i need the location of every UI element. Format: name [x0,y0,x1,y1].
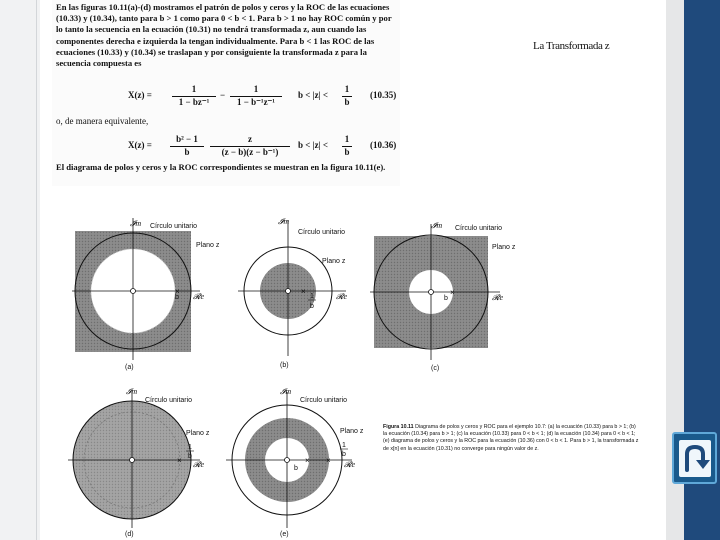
panel-c-plane-label: Plano z [492,244,516,251]
panel-d-zero-marker [130,458,135,463]
eq1-roc-num: 1 [344,84,350,94]
eq2-frac2-den: (z − b)(z − b⁻¹) [221,147,279,157]
paragraph-figure-ref: El diagrama de polos y ceros y la ROC correspondientes se muestran en la figura 10.11(e). [56,162,386,172]
panel-a-pole-x: × [175,287,180,296]
panel-d-one-label: 1 [188,444,192,451]
slide-title: La Transformada z [533,40,610,52]
panel-b-one-label: 1 [310,293,314,300]
eq2-frac1-den: b [184,147,190,157]
panel-b-letter: (b) [280,362,289,369]
return-button[interactable] [672,432,717,484]
panel-d-letter: (d) [125,531,134,538]
panel-b-im-label: 𝓘m [278,217,290,226]
panel-a-letter: (a) [125,364,134,371]
figure-caption-text: Diagrama de polos y ceros y ROC para el ejemplo 10.7: (a) la ecuación (10.33) para b > 1; (b) la ecuación (10.34) para b > 1; (c) la ecuación (10.33) para 0 < b < 1; (d) la ecuación (10.34) para 0 < b < 1; (e) diagrama de polos y ceros y la ROC para la ecuación (10.36) con 0 < b < 1. Para b > 1, la transformada z de x[n] en la ecuación (10.31) no converge para ningún valor de z. [383,424,639,452]
panel-e-over-b-label: b [342,451,346,458]
panel-d-unit-circle-label: Círculo unitario [145,397,193,404]
panel-b [238,217,347,369]
panel-c-pole-x: × [450,288,455,297]
panel-d-pole-x: × [177,456,182,465]
panel-b-re-label: 𝓡e [336,292,348,301]
eq1-frac1-num: 1 [191,84,197,94]
eq2-roc-num: 1 [344,134,350,144]
panel-c-b-label: b [444,295,448,302]
panel-a [72,218,220,371]
panel-e-one-label: 1 [342,442,346,449]
eq1-minus: − [220,90,226,100]
eq2-frac2-num: z [248,134,252,144]
eq2-frac1-num: b² − 1 [176,134,198,144]
panel-c [370,221,516,372]
panel-b-unit-circle-label: Círculo unitario [298,229,346,236]
figure-caption-title: Figura 10.11 [383,424,414,430]
equivalence-text: o, de manera equivalente, [56,116,149,126]
panel-d-over-b-label: b [188,453,192,460]
panel-e-re-label: 𝓡e [344,460,356,469]
eq1-roc: b < |z| < [298,90,328,100]
panel-e-plane-label: Plano z [340,428,364,435]
eq1-lhs: X(z) = [128,90,152,100]
panel-d [68,387,210,538]
panel-c-im-label: 𝓘m [431,221,443,230]
eq1-frac1-den: 1 − bz⁻¹ [178,97,210,107]
panel-e-zero-marker [285,458,290,463]
panel-d-re-label: 𝓡e [193,460,205,469]
panel-c-letter: (c) [431,365,440,372]
panel-b-zero-marker [286,289,291,294]
panel-a-b-label: b [175,294,179,301]
panel-e-b-label: b [294,465,298,472]
panel-b-pole-x: × [301,287,306,296]
eq2-number: (10.36) [370,140,397,150]
return-button-face [679,440,711,477]
panel-e-unit-circle-label: Círculo unitario [300,397,348,404]
panel-a-plane-label: Plano z [196,242,220,249]
eq2-lhs: X(z) = [128,140,152,150]
eq1-roc-den: b [344,97,350,107]
panel-a-re-label: 𝓡e [193,292,205,301]
eq1-number: (10.35) [370,90,397,100]
panel-c-unit-circle-label: Círculo unitario [455,225,503,232]
eq2-roc-den: b [344,147,350,157]
panel-d-plane-label: Plano z [186,430,210,437]
panel-e [226,387,364,538]
eq1-frac2-den: 1 − b⁻¹z⁻¹ [236,97,276,107]
panel-c-zero-marker [429,290,434,295]
panel-d-im-label: 𝓘m [126,387,138,396]
panel-b-plane-label: Plano z [322,258,346,265]
figure-caption [383,424,641,453]
paragraph-intro: En las figuras 10.11(a)-(d) mostramos el patrón de polos y ceros y la ROC de las ecuaciones (10.33) y (10.34), tanto para b > 1 como para 0 < b < 1. Para b > 1 no hay ROC común y por lo tanto la secuencia en la ecuación (10.31) no tendrá transformada z, aun cuando las componentes derecha e izquierda la tengan individualmente. Para b < 1 las ROC de las ecuaciones (10.33) y (10.34) se traslapan y por consiguiente la transformada z para la secuencia compuesta es [56,2,392,69]
panel-a-zero-marker [131,289,136,294]
panel-a-unit-circle-label: Círculo unitario [150,223,198,230]
panel-e-pole-x-outer: × [326,456,331,465]
panel-e-letter: (e) [280,531,289,538]
panel-c-re-label: 𝓡e [492,293,504,302]
panel-a-im-label: 𝓘m [130,219,142,228]
panel-e-pole-x-inner: × [305,456,310,465]
panel-b-over-b-label: b [310,303,314,310]
panel-e-im-label: 𝓘m [280,387,292,396]
return-arrow-icon [679,440,711,477]
eq2-roc: b < |z| < [298,140,328,150]
eq1-frac2-num: 1 [253,84,259,94]
